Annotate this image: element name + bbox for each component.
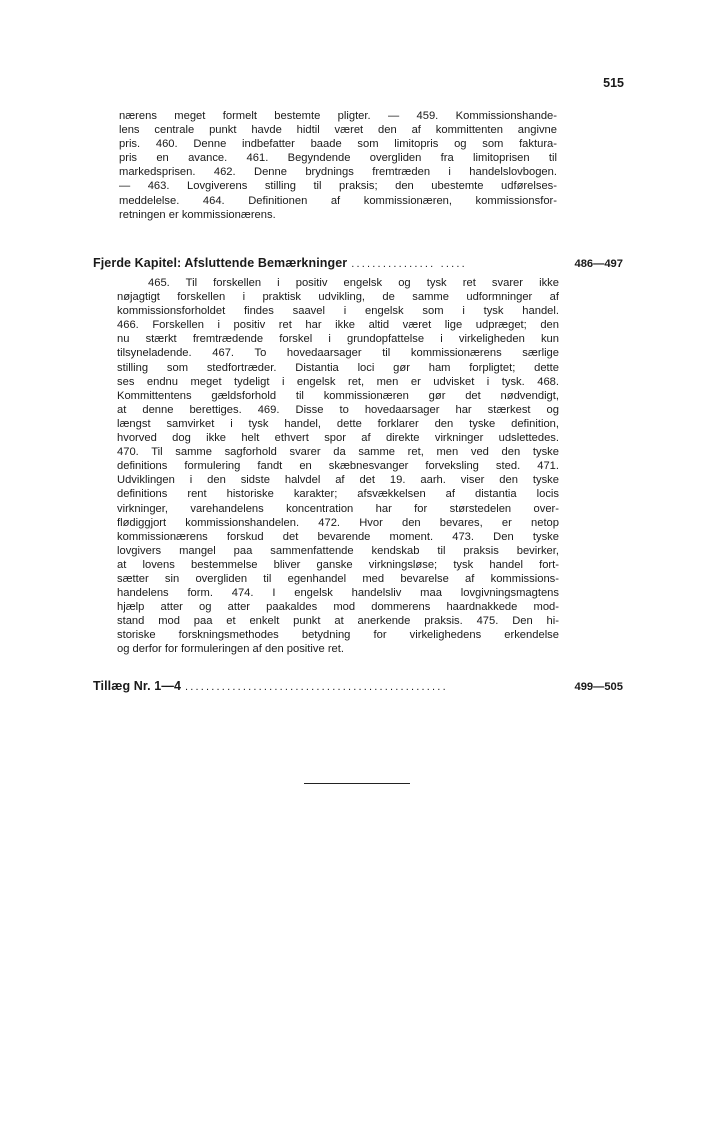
text-line: tilsyneladende. 467. To hovedaarsager til kommissionærens særlige [117,347,559,360]
dot-leader: ................ ..... [351,258,467,270]
text-line: hjælp atter og atter paakaldes mod dommerens haardnakkede mod- [117,601,559,614]
text-line: at denne berettiges. 469. Disse to hovedaarsager har stærkest og [117,403,559,416]
text-line: storiske forskningsmethodes betydning for virkelighedens erkendelse [117,629,559,642]
toc-entry-pages: 499—505 [574,681,623,693]
text-line: 470. Til samme sagforhold svarer da samme ret, men ved den tyske [117,446,559,459]
toc-entry-pages: 486—497 [574,258,623,270]
text-line: og derfor for formuleringen af den positive ret. [117,643,344,656]
text-line: Udviklingen i den sidste halvdel af det 19. aarh. viser den tyske [117,474,559,487]
toc-entry-appendix [93,679,623,693]
text-line: virkninger, varehandelens koncentration har for størstedelen over- [117,502,559,515]
text-line: hvorved dog ikke helt ethvert spor af direkte virkninger udslettedes. [117,432,559,445]
text-line: nøjagtigt forskellen i praktisk udvikling, de samme udformninger af [117,291,559,304]
text-line: 465. Til forskellen i positiv engelsk og tysk ret svarer ikke [148,277,559,289]
toc-entry-title: Tillæg Nr. 1—4 [93,679,182,693]
text-line: lens centrale punkt havde hidtil været den af kommittenten angivne [119,124,557,137]
text-line: pris. 460. Denne indbefatter baade som limitopris og som faktura- [119,138,557,151]
toc-entry-title: Fjerde Kapitel: Afsluttende Bemærkninger [93,256,348,270]
text-line: definitions rent historiske karakter; afsvækkelsen af distantia locis [117,488,559,501]
text-line: Kommittentens gældsforhold til kommissionæren gør det nødvendigt, [117,389,559,402]
text-line: stand mod paa et enkelt punkt at anerkende praksis. 475. Den hi- [117,615,559,628]
dot-leader: .................................................. [185,681,448,693]
closing-rule [304,783,410,784]
text-line: længst samvirket i tysk handel, dette forklarer den tyske definition, [117,417,559,430]
text-line: 466. Forskellen i positiv ret har ikke altid været lige udpræget; den [117,319,559,332]
text-line: nu stærkt fremtrædende forskel i grundopfattelse i virkeligheden kun [117,333,559,346]
text-line: lovgivers mangel paa sammenfattende kendskab til praksis bevirker, [117,544,559,557]
text-line: handelens form. 474. I engelsk handelsliv maa lovgivningsmagtens [117,587,559,600]
text-line: at lovens bestemmelse bliver ganske virkningsløse; tysk handel fort- [117,558,559,571]
text-line: ses endnu meget tydeligt i engelsk ret, men er udvisket i tysk. 468. [117,375,559,388]
text-line: definitions formulering fandt en skæbnesvanger forveksling sted. 471. [117,460,559,473]
text-line: retningen er kommissionærens. [119,208,276,221]
text-line: sætter sin overgliden til egenhandel med bevarelse af kommissions- [117,572,559,585]
page-number: 515 [603,76,624,90]
text-line: kommissionærens forskud det bevarende moment. 473. Den tyske [117,530,559,543]
text-line: kommissionsforholdet findes saavel i engelsk som i tysk handel. [117,305,559,318]
text-line: pris en avance. 461. Begyndende overgliden fra limitoprisen til [119,152,557,165]
text-line: markedsprisen. 462. Denne brydnings fremtræden i handelslovbogen. [119,166,557,179]
text-line: stilling som stedfortræder. Distantia loci gør ham forpligtet; dette [117,361,559,374]
text-line: — 463. Lovgiverens stilling til praksis; den ubestemte udførelses- [119,180,557,193]
summary-paragraph-2 [117,276,559,657]
text-line: nærens meget formelt bestemte pligter. — 459. Kommissionshande- [119,110,557,122]
summary-paragraph-1 [119,109,557,222]
toc-entry-chapter-4 [93,256,623,270]
text-line: flødiggjort kommissionshandelen. 472. Hvor den bevares, er netop [117,516,559,529]
text-line: meddelelse. 464. Definitionen af kommissionæren, kommissionsfor- [119,194,557,207]
